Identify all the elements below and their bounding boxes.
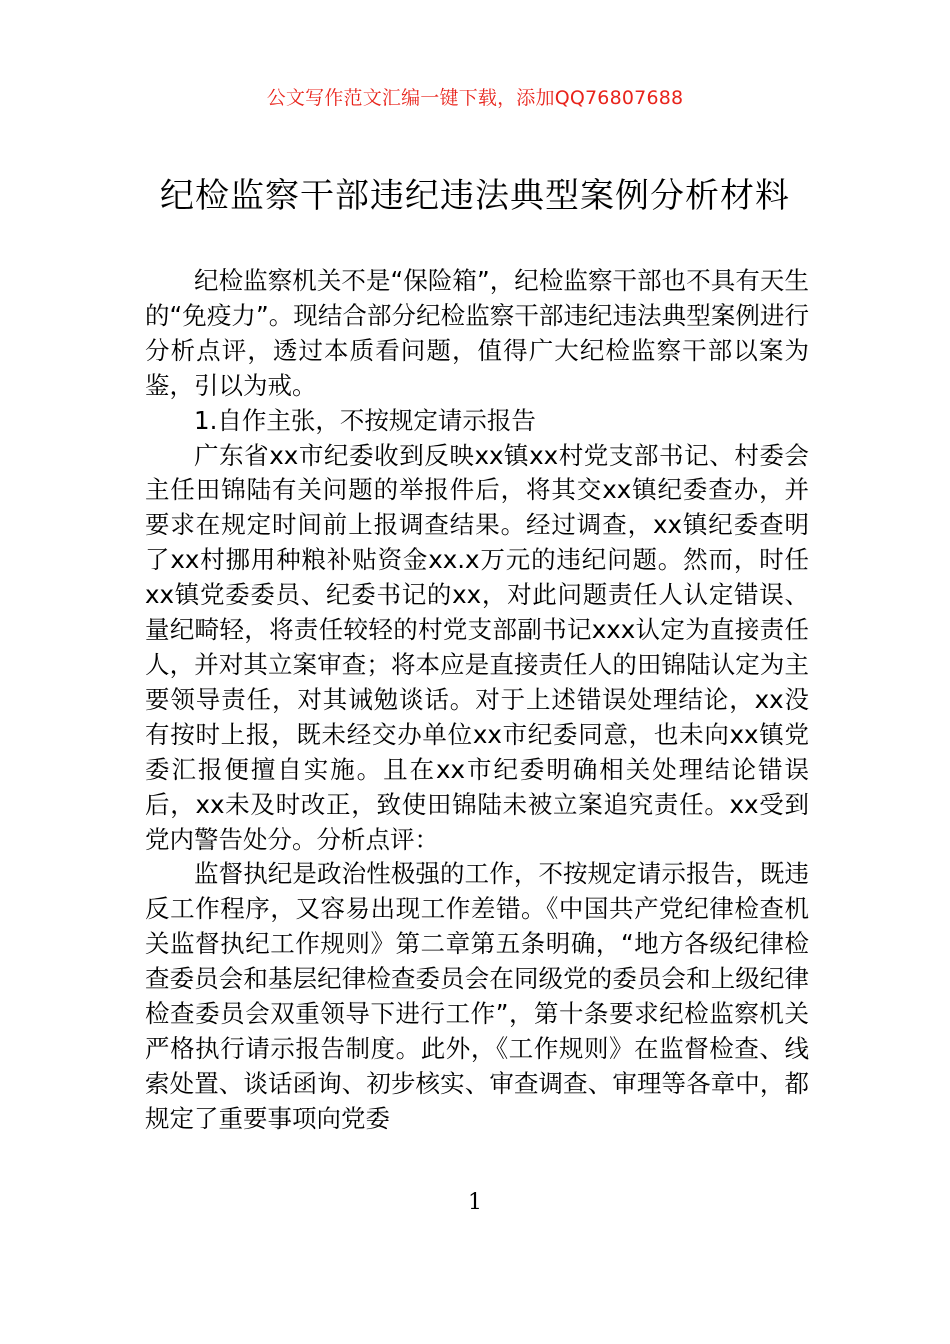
page-number: 1 <box>468 1190 482 1215</box>
section-heading-1: 1.自作主张，不按规定请示报告 <box>194 405 536 435</box>
case-paragraph: 广东省xx市纪委收到反映xx镇xx村党支部书记、村委会主任田锦陆有关问题的举报件后，将其交xx镇纪委查办，并要求在规定时间前上报调查结果。经过调查，xx镇纪委查明了xx村挪用种粮补贴资金xx.x万元的违纪问题。然而，时任xx镇党委委员、纪委书记的xx，对此问题责任人认定错误、量纪畸轻，将责任较轻的村党支部副书记xxx认定为直接责任人，并对其立案审查；将本应是直接责任人的田锦陆认定为主要领导责任，对其诫勉谈话。对于上述错误处理结论，xx没有按时上报，既未经交办单位xx市纪委同意，也未向xx镇党委汇报便擅自实施。且在xx市纪委明确相关处理结论错误后，xx未及时改正，致使田锦陆未被立案追究责任。xx受到党内警告处分。分析点评： <box>145 440 809 854</box>
analysis-paragraph: 监督执纪是政治性极强的工作，不按规定请示报告，既违反工作程序，又容易出现工作差错。《中国共产党纪律检查机关监督执纪工作规则》第二章第五条明确，“地方各级纪律检查委员会和基层纪律检查委员会在同级党的委员会和上级纪律检查委员会双重领导下进行工作”，第十条要求纪检监察机关严格执行请示报告制度。此外，《工作规则》在监督检查、线索处置、谈话函询、初步核实、审查调查、审理等各章中，都规定了重要事项向党委 <box>145 859 809 1133</box>
intro-paragraph: 纪检监察机关不是“保险箱”，纪检监察干部也不具有天生的“免疫力”。现结合部分纪检监察干部违纪违法典型案例进行分析点评，透过本质看问题，值得广大纪检监察干部以案为鉴，引以为戒。 <box>145 266 809 400</box>
document-body <box>145 264 809 1137</box>
document-title: 纪检监察干部违纪违法典型案例分析材料 <box>160 176 790 216</box>
download-promo-banner: 公文写作范文汇编一键下载，添加QQ76807688 <box>266 87 684 109</box>
